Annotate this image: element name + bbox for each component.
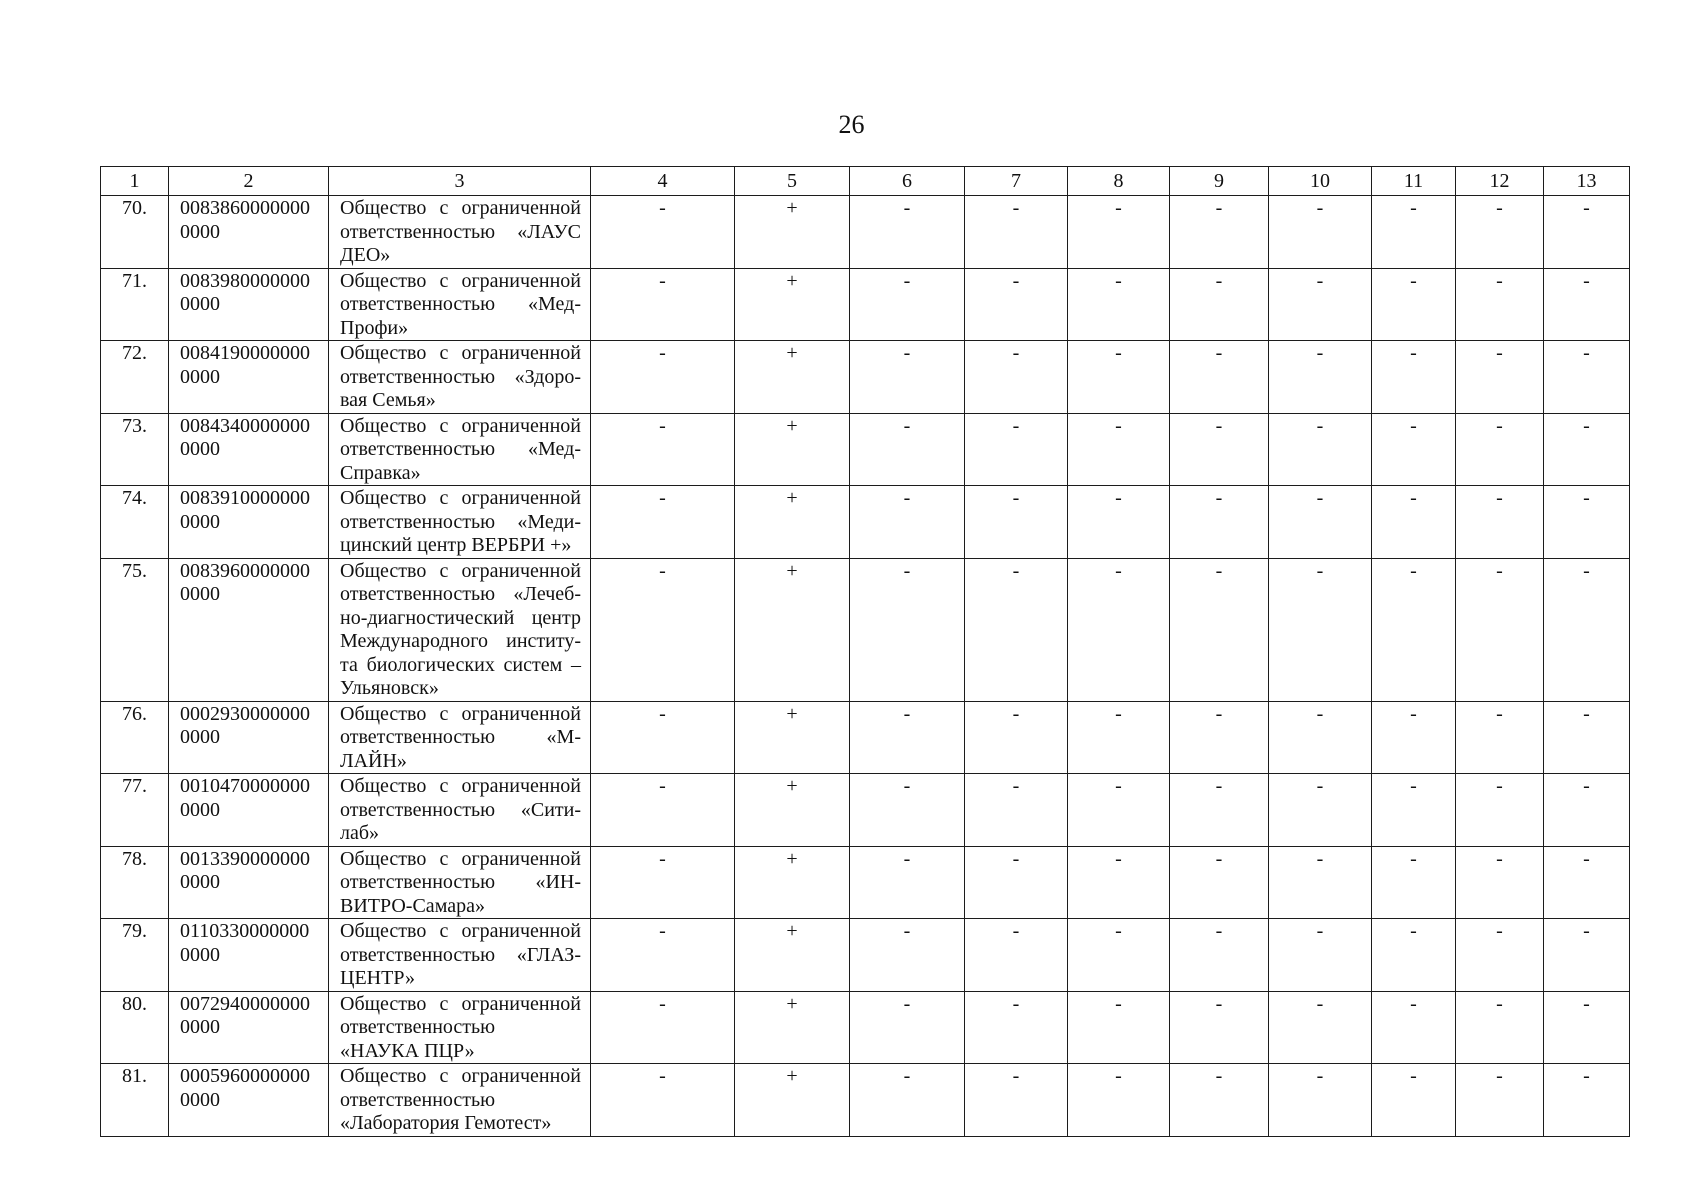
row-number-cell: 78.	[101, 846, 169, 919]
mark-cell-column-7: -	[965, 774, 1068, 847]
organization-name-line: вая Семья»	[340, 389, 436, 411]
organization-name-line: Общество с ограниченной	[340, 847, 581, 870]
organization-name-line: Общество с ограниченной	[340, 775, 581, 797]
organization-name-line: ответственностью «Лечеб-	[340, 583, 581, 605]
mark-cell-column-9: -	[1170, 1064, 1269, 1137]
organization-name-line: Общество с ограниченной	[340, 920, 581, 942]
organization-name-cell	[329, 558, 591, 701]
mark-cell-column-10: -	[1269, 486, 1372, 559]
organization-name-line: ЛАЙН»	[340, 749, 407, 772]
registry-code-cell	[169, 486, 329, 559]
registry-code-cell	[169, 846, 329, 919]
organization-name-line: ответственностью «М-	[340, 726, 581, 748]
row-number-cell: 70.	[101, 196, 169, 269]
registry-code: 00841900000000000	[180, 342, 310, 388]
organization-name-cell	[329, 846, 591, 919]
mark-cell-column-7: -	[965, 991, 1068, 1064]
mark-cell-column-6: -	[850, 341, 965, 414]
registry-code-cell	[169, 991, 329, 1064]
mark-cell-column-11: -	[1372, 991, 1456, 1064]
table-row	[101, 991, 1630, 1064]
mark-cell-column-13: -	[1544, 774, 1630, 847]
mark-cell-column-8: -	[1068, 413, 1170, 486]
column-number-12: 12	[1456, 167, 1544, 196]
table-row	[101, 341, 1630, 414]
column-number-5: 5	[735, 167, 850, 196]
organization-name-line: ответственностью «Мед-	[340, 293, 581, 315]
organization-name-line: Общество с ограниченной	[340, 414, 581, 437]
mark-cell-column-13: -	[1544, 558, 1630, 701]
mark-cell-column-8: -	[1068, 846, 1170, 919]
organization-name-cell	[329, 1064, 591, 1137]
registry-code-cell	[169, 413, 329, 486]
column-number-8: 8	[1068, 167, 1170, 196]
registry-code-cell	[169, 774, 329, 847]
registry-code-cell	[169, 268, 329, 341]
table-row	[101, 413, 1630, 486]
row-number-cell: 71.	[101, 268, 169, 341]
organization-name-line: Общество с ограниченной	[340, 487, 581, 509]
row-number-cell: 75.	[101, 558, 169, 701]
mark-cell-column-6: -	[850, 774, 965, 847]
mark-cell-column-5: +	[735, 701, 850, 774]
mark-cell-column-9: -	[1170, 196, 1269, 269]
row-number-cell: 81.	[101, 1064, 169, 1137]
mark-cell-column-6: -	[850, 919, 965, 992]
mark-cell-column-10: -	[1269, 558, 1372, 701]
registry-code-cell	[169, 341, 329, 414]
registry-code: 00843400000000000	[180, 414, 310, 460]
mark-cell-column-7: -	[965, 558, 1068, 701]
mark-cell-column-12: -	[1456, 919, 1544, 992]
organization-name-line: ответственностью «Здоро-	[340, 365, 581, 388]
organization-name-line: ответственностью «ИН-	[340, 871, 581, 893]
mark-cell-column-8: -	[1068, 341, 1170, 414]
organization-name-line: ответственностью «ГЛАЗ-	[340, 943, 581, 966]
organization-name-line: лаб»	[340, 822, 380, 844]
organization-name-line: Общество с ограниченной	[340, 342, 581, 364]
organization-name-line: Общество с ограниченной	[340, 702, 581, 725]
organization-name-line: ответственностью «Мед-	[340, 438, 581, 460]
mark-cell-column-12: -	[1456, 846, 1544, 919]
mark-cell-column-5: +	[735, 413, 850, 486]
mark-cell-column-9: -	[1170, 846, 1269, 919]
registry-code: 00104700000000000	[180, 775, 310, 821]
mark-cell-column-4: -	[591, 268, 735, 341]
mark-cell-column-10: -	[1269, 413, 1372, 486]
table-row	[101, 701, 1630, 774]
organization-name-cell	[329, 919, 591, 992]
mark-cell-column-6: -	[850, 1064, 965, 1137]
mark-cell-column-8: -	[1068, 558, 1170, 701]
mark-cell-column-5: +	[735, 558, 850, 701]
mark-cell-column-9: -	[1170, 774, 1269, 847]
column-number-7: 7	[965, 167, 1068, 196]
organization-name-cell	[329, 486, 591, 559]
mark-cell-column-11: -	[1372, 919, 1456, 992]
mark-cell-column-10: -	[1269, 774, 1372, 847]
registry-code: 00729400000000000	[180, 992, 310, 1038]
mark-cell-column-12: -	[1456, 701, 1544, 774]
mark-cell-column-5: +	[735, 846, 850, 919]
mark-cell-column-12: -	[1456, 196, 1544, 269]
mark-cell-column-11: -	[1372, 701, 1456, 774]
mark-cell-column-8: -	[1068, 919, 1170, 992]
mark-cell-column-13: -	[1544, 268, 1630, 341]
mark-cell-column-4: -	[591, 919, 735, 992]
mark-cell-column-7: -	[965, 1064, 1068, 1137]
mark-cell-column-11: -	[1372, 341, 1456, 414]
mark-cell-column-11: -	[1372, 486, 1456, 559]
mark-cell-column-9: -	[1170, 413, 1269, 486]
mark-cell-column-9: -	[1170, 268, 1269, 341]
table-row	[101, 558, 1630, 701]
mark-cell-column-12: -	[1456, 1064, 1544, 1137]
mark-cell-column-6: -	[850, 846, 965, 919]
column-number-13: 13	[1544, 167, 1630, 196]
row-number-cell: 76.	[101, 701, 169, 774]
mark-cell-column-13: -	[1544, 701, 1630, 774]
registry-code-cell	[169, 1064, 329, 1137]
mark-cell-column-13: -	[1544, 846, 1630, 919]
mark-cell-column-7: -	[965, 341, 1068, 414]
registry-code: 00839100000000000	[180, 487, 310, 533]
organization-name-line: ЦЕНТР»	[340, 967, 415, 989]
mark-cell-column-4: -	[591, 558, 735, 701]
mark-cell-column-4: -	[591, 196, 735, 269]
mark-cell-column-10: -	[1269, 846, 1372, 919]
organization-name-line: ответственностью «ЛАУС	[340, 220, 581, 243]
organization-name-line: ответственностью	[340, 1088, 496, 1111]
row-number-cell: 74.	[101, 486, 169, 559]
mark-cell-column-5: +	[735, 196, 850, 269]
mark-cell-column-13: -	[1544, 1064, 1630, 1137]
table-row	[101, 196, 1630, 269]
mark-cell-column-12: -	[1456, 774, 1544, 847]
mark-cell-column-9: -	[1170, 991, 1269, 1064]
column-number-3: 3	[329, 167, 591, 196]
registry-code: 00839800000000000	[180, 269, 310, 315]
registry-code-cell	[169, 701, 329, 774]
registry-code-cell	[169, 919, 329, 992]
organization-name-cell	[329, 413, 591, 486]
mark-cell-column-4: -	[591, 1064, 735, 1137]
organization-name-cell	[329, 991, 591, 1064]
mark-cell-column-4: -	[591, 846, 735, 919]
mark-cell-column-4: -	[591, 486, 735, 559]
organization-name-line: Общество с ограниченной	[340, 197, 581, 219]
organization-name-cell	[329, 196, 591, 269]
mark-cell-column-4: -	[591, 991, 735, 1064]
mark-cell-column-5: +	[735, 268, 850, 341]
registry-code-cell	[169, 196, 329, 269]
table-row	[101, 486, 1630, 559]
organization-name-line: ответственностью «Сити-	[340, 798, 581, 821]
mark-cell-column-8: -	[1068, 196, 1170, 269]
mark-cell-column-8: -	[1068, 268, 1170, 341]
table-row	[101, 846, 1630, 919]
row-number-cell: 77.	[101, 774, 169, 847]
organization-name-line: ответственностью	[340, 1016, 496, 1038]
organization-name-cell	[329, 774, 591, 847]
column-number-9: 9	[1170, 167, 1269, 196]
mark-cell-column-12: -	[1456, 558, 1544, 701]
mark-cell-column-6: -	[850, 701, 965, 774]
row-number-cell: 72.	[101, 341, 169, 414]
row-number-cell: 80.	[101, 991, 169, 1064]
organization-name-cell	[329, 701, 591, 774]
mark-cell-column-13: -	[1544, 196, 1630, 269]
mark-cell-column-11: -	[1372, 558, 1456, 701]
mark-cell-column-12: -	[1456, 341, 1544, 414]
mark-cell-column-11: -	[1372, 196, 1456, 269]
organization-name-line: цинский центр ВЕРБРИ +»	[340, 534, 572, 556]
registry-code: 00133900000000000	[180, 847, 310, 893]
column-number-6: 6	[850, 167, 965, 196]
row-number-cell: 73.	[101, 413, 169, 486]
column-number-2: 2	[169, 167, 329, 196]
mark-cell-column-9: -	[1170, 701, 1269, 774]
organization-name-line: «Лаборатория Гемотест»	[340, 1112, 552, 1134]
registry-table-body	[101, 167, 1630, 1137]
organization-name-line: Общество с ограниченной	[340, 992, 581, 1015]
mark-cell-column-7: -	[965, 268, 1068, 341]
registry-code: 00838600000000000	[180, 197, 310, 243]
mark-cell-column-10: -	[1269, 341, 1372, 414]
organization-name-line: Общество с ограниченной	[340, 559, 581, 582]
mark-cell-column-4: -	[591, 774, 735, 847]
mark-cell-column-11: -	[1372, 413, 1456, 486]
organization-name-line: ДЕО»	[340, 244, 391, 266]
organization-name-line: Общество с ограниченной	[340, 1065, 581, 1087]
registry-code-cell	[169, 558, 329, 701]
mark-cell-column-5: +	[735, 341, 850, 414]
mark-cell-column-10: -	[1269, 701, 1372, 774]
mark-cell-column-8: -	[1068, 774, 1170, 847]
mark-cell-column-7: -	[965, 919, 1068, 992]
organization-name-line: «НАУКА ПЦР»	[340, 1039, 475, 1062]
organization-name-cell	[329, 268, 591, 341]
mark-cell-column-9: -	[1170, 341, 1269, 414]
registry-code: 00839600000000000	[180, 559, 310, 605]
column-number-4: 4	[591, 167, 735, 196]
mark-cell-column-10: -	[1269, 1064, 1372, 1137]
mark-cell-column-10: -	[1269, 196, 1372, 269]
mark-cell-column-12: -	[1456, 991, 1544, 1064]
organization-name-line: Международного институ-	[340, 630, 581, 652]
registry-code: 00029300000000000	[180, 702, 310, 748]
mark-cell-column-8: -	[1068, 701, 1170, 774]
table-row	[101, 774, 1630, 847]
mark-cell-column-7: -	[965, 486, 1068, 559]
registry-code: 01103300000000000	[180, 920, 310, 966]
page-number: 26	[838, 110, 865, 139]
mark-cell-column-11: -	[1372, 774, 1456, 847]
mark-cell-column-10: -	[1269, 991, 1372, 1064]
organization-name-line: но-диагностический центр	[340, 606, 581, 629]
mark-cell-column-4: -	[591, 413, 735, 486]
mark-cell-column-4: -	[591, 341, 735, 414]
mark-cell-column-6: -	[850, 558, 965, 701]
organization-name-line: Ульяновск»	[340, 677, 439, 699]
mark-cell-column-4: -	[591, 701, 735, 774]
column-number-1: 1	[101, 167, 169, 196]
table-row	[101, 268, 1630, 341]
mark-cell-column-7: -	[965, 196, 1068, 269]
table-header-row	[101, 167, 1630, 196]
mark-cell-column-10: -	[1269, 268, 1372, 341]
mark-cell-column-6: -	[850, 268, 965, 341]
mark-cell-column-5: +	[735, 1064, 850, 1137]
mark-cell-column-8: -	[1068, 486, 1170, 559]
organization-name-line: ответственностью «Меди-	[340, 510, 581, 533]
mark-cell-column-13: -	[1544, 341, 1630, 414]
mark-cell-column-6: -	[850, 991, 965, 1064]
mark-cell-column-9: -	[1170, 919, 1269, 992]
mark-cell-column-6: -	[850, 486, 965, 559]
mark-cell-column-8: -	[1068, 1064, 1170, 1137]
column-number-10: 10	[1269, 167, 1372, 196]
mark-cell-column-11: -	[1372, 268, 1456, 341]
mark-cell-column-9: -	[1170, 486, 1269, 559]
mark-cell-column-13: -	[1544, 991, 1630, 1064]
mark-cell-column-6: -	[850, 196, 965, 269]
column-number-11: 11	[1372, 167, 1456, 196]
mark-cell-column-6: -	[850, 413, 965, 486]
mark-cell-column-12: -	[1456, 486, 1544, 559]
mark-cell-column-11: -	[1372, 846, 1456, 919]
mark-cell-column-13: -	[1544, 919, 1630, 992]
mark-cell-column-12: -	[1456, 268, 1544, 341]
mark-cell-column-11: -	[1372, 1064, 1456, 1137]
organization-name-line: Общество с ограниченной	[340, 269, 581, 292]
registry-code: 00059600000000000	[180, 1065, 310, 1111]
mark-cell-column-5: +	[735, 919, 850, 992]
organization-name-line: Справка»	[340, 461, 421, 484]
organization-name-line: та биологических систем –	[340, 653, 581, 676]
mark-cell-column-7: -	[965, 701, 1068, 774]
mark-cell-column-13: -	[1544, 486, 1630, 559]
mark-cell-column-5: +	[735, 991, 850, 1064]
mark-cell-column-12: -	[1456, 413, 1544, 486]
row-number-cell: 79.	[101, 919, 169, 992]
organization-name-line: Профи»	[340, 316, 409, 339]
mark-cell-column-5: +	[735, 486, 850, 559]
mark-cell-column-7: -	[965, 846, 1068, 919]
mark-cell-column-9: -	[1170, 558, 1269, 701]
mark-cell-column-10: -	[1269, 919, 1372, 992]
mark-cell-column-13: -	[1544, 413, 1630, 486]
registry-table	[100, 166, 1630, 1137]
table-row	[101, 1064, 1630, 1137]
organization-name-cell	[329, 341, 591, 414]
organization-name-line: ВИТРО-Самара»	[340, 894, 485, 917]
mark-cell-column-5: +	[735, 774, 850, 847]
mark-cell-column-8: -	[1068, 991, 1170, 1064]
table-row	[101, 919, 1630, 992]
mark-cell-column-7: -	[965, 413, 1068, 486]
